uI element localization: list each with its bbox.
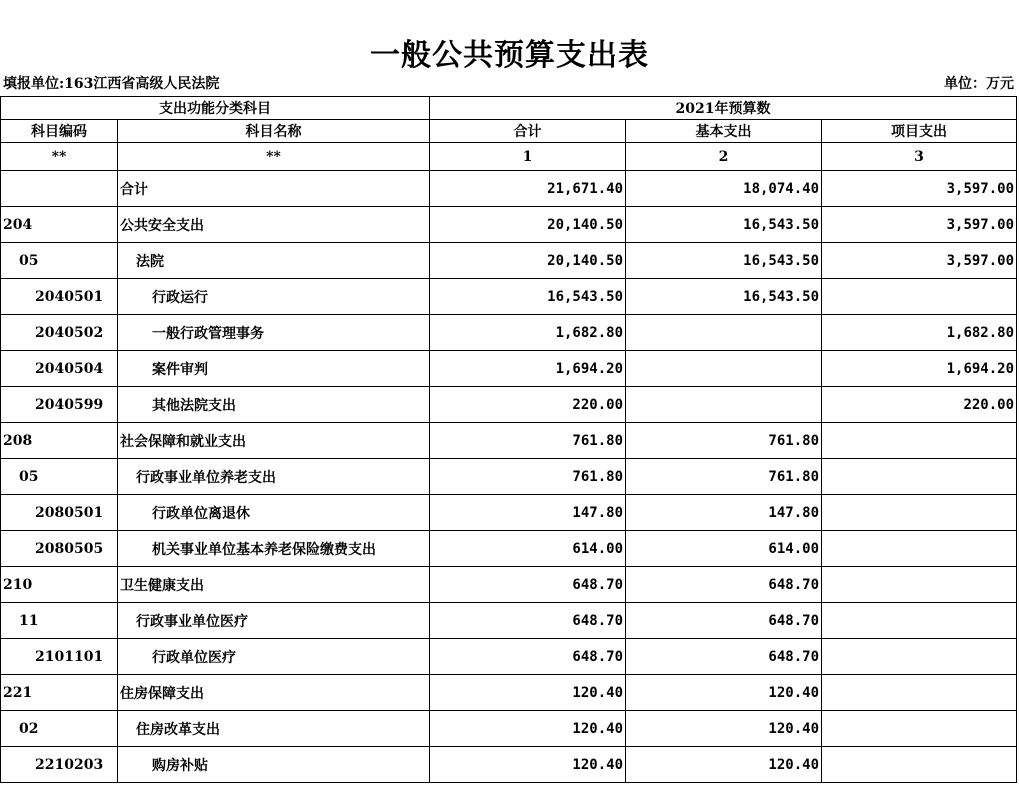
- row-name: 行政事业单位医疗: [118, 603, 430, 639]
- row-total: 761.80: [430, 459, 626, 495]
- row-project: [822, 675, 1017, 711]
- row-total: 220.00: [430, 387, 626, 423]
- row-code: 2080501: [1, 495, 118, 531]
- filing-unit-label: 填报单位:163江西省高级人民法院: [3, 76, 220, 92]
- table-row: [1, 315, 1017, 351]
- index-code: **: [1, 143, 118, 171]
- table-row: [1, 279, 1017, 315]
- table-row: [1, 423, 1017, 459]
- row-project: [822, 495, 1017, 531]
- row-code: 02: [1, 711, 118, 747]
- row-total: 1,682.80: [430, 315, 626, 351]
- row-project: 1,694.20: [822, 351, 1017, 387]
- table-row: [1, 207, 1017, 243]
- row-total: 648.70: [430, 567, 626, 603]
- row-basic: 120.40: [626, 747, 822, 783]
- row-basic: 761.80: [626, 423, 822, 459]
- row-total: 1,694.20: [430, 351, 626, 387]
- row-basic: 147.80: [626, 495, 822, 531]
- row-basic: 614.00: [626, 531, 822, 567]
- row-basic: 18,074.40: [626, 171, 822, 207]
- index-name: **: [118, 143, 430, 171]
- row-code: 2101101: [1, 639, 118, 675]
- row-project: 1,682.80: [822, 315, 1017, 351]
- budget-table: [0, 96, 1017, 783]
- table-row: [1, 603, 1017, 639]
- index-basic: 2: [626, 143, 822, 171]
- row-total: 21,671.40: [430, 171, 626, 207]
- row-basic: [626, 351, 822, 387]
- row-basic: 761.80: [626, 459, 822, 495]
- row-name: 一般行政管理事务: [118, 315, 430, 351]
- row-total: 120.40: [430, 675, 626, 711]
- row-name: 法院: [118, 243, 430, 279]
- row-name: 合计: [118, 171, 430, 207]
- row-code: 2040504: [1, 351, 118, 387]
- row-project: 220.00: [822, 387, 1017, 423]
- index-total: 1: [430, 143, 626, 171]
- header-name: 科目名称: [118, 120, 430, 143]
- row-code: 210: [1, 567, 118, 603]
- row-total: 761.80: [430, 423, 626, 459]
- table-row: [1, 639, 1017, 675]
- table-row: [1, 351, 1017, 387]
- row-project: [822, 567, 1017, 603]
- row-name: 住房保障支出: [118, 675, 430, 711]
- row-total: 120.40: [430, 711, 626, 747]
- row-basic: 648.70: [626, 567, 822, 603]
- row-project: 3,597.00: [822, 171, 1017, 207]
- row-name: 卫生健康支出: [118, 567, 430, 603]
- table-row: [1, 711, 1017, 747]
- row-project: [822, 747, 1017, 783]
- row-basic: 120.40: [626, 675, 822, 711]
- row-total: 20,140.50: [430, 207, 626, 243]
- index-project: 3: [822, 143, 1017, 171]
- row-basic: 16,543.50: [626, 279, 822, 315]
- row-code: 204: [1, 207, 118, 243]
- table-row: [1, 387, 1017, 423]
- header-code: 科目编码: [1, 120, 118, 143]
- row-total: 614.00: [430, 531, 626, 567]
- row-name: 案件审判: [118, 351, 430, 387]
- table-row: [1, 459, 1017, 495]
- row-name: 行政单位离退休: [118, 495, 430, 531]
- table-row: [1, 495, 1017, 531]
- row-code: 05: [1, 243, 118, 279]
- row-code: 2040502: [1, 315, 118, 351]
- row-code: [1, 171, 118, 207]
- row-total: 648.70: [430, 639, 626, 675]
- row-project: [822, 603, 1017, 639]
- row-name: 购房补贴: [118, 747, 430, 783]
- row-name: 行政事业单位养老支出: [118, 459, 430, 495]
- table-header: [1, 97, 1017, 171]
- row-total: 20,140.50: [430, 243, 626, 279]
- table-row: [1, 675, 1017, 711]
- row-code: 221: [1, 675, 118, 711]
- table-row: [1, 567, 1017, 603]
- row-project: [822, 423, 1017, 459]
- table-row: [1, 747, 1017, 783]
- header-basic: 基本支出: [626, 120, 822, 143]
- row-code: 208: [1, 423, 118, 459]
- row-basic: [626, 315, 822, 351]
- row-project: [822, 459, 1017, 495]
- row-project: [822, 279, 1017, 315]
- table-body: [1, 171, 1017, 783]
- row-code: 05: [1, 459, 118, 495]
- row-project: 3,597.00: [822, 243, 1017, 279]
- row-basic: 16,543.50: [626, 243, 822, 279]
- row-project: 3,597.00: [822, 207, 1017, 243]
- row-code: 11: [1, 603, 118, 639]
- row-name: 住房改革支出: [118, 711, 430, 747]
- row-total: 648.70: [430, 603, 626, 639]
- row-name: 行政运行: [118, 279, 430, 315]
- row-name: 其他法院支出: [118, 387, 430, 423]
- row-basic: [626, 387, 822, 423]
- row-basic: 648.70: [626, 603, 822, 639]
- header-index-row: [1, 143, 1017, 171]
- table-row: [1, 171, 1017, 207]
- row-total: 120.40: [430, 747, 626, 783]
- row-basic: 648.70: [626, 639, 822, 675]
- header-column-row: [1, 120, 1017, 143]
- table-row: [1, 531, 1017, 567]
- row-total: 16,543.50: [430, 279, 626, 315]
- row-total: 147.80: [430, 495, 626, 531]
- currency-unit-label: 单位：万元: [944, 76, 1014, 92]
- row-name: 行政单位医疗: [118, 639, 430, 675]
- row-name: 公共安全支出: [118, 207, 430, 243]
- row-project: [822, 639, 1017, 675]
- header-group-row: [1, 97, 1017, 120]
- row-code: 2080505: [1, 531, 118, 567]
- header-total: 合计: [430, 120, 626, 143]
- row-name: 社会保障和就业支出: [118, 423, 430, 459]
- row-basic: 16,543.50: [626, 207, 822, 243]
- header-budget-year: 2021年预算数: [430, 97, 1017, 120]
- table-row: [1, 243, 1017, 279]
- row-code: 2210203: [1, 747, 118, 783]
- row-code: 2040599: [1, 387, 118, 423]
- header-function-category: 支出功能分类科目: [1, 97, 430, 120]
- page-title: 一般公共预算支出表: [370, 38, 649, 73]
- row-name: 机关事业单位基本养老保险缴费支出: [118, 531, 430, 567]
- row-project: [822, 711, 1017, 747]
- row-code: 2040501: [1, 279, 118, 315]
- row-basic: 120.40: [626, 711, 822, 747]
- header-project: 项目支出: [822, 120, 1017, 143]
- row-project: [822, 531, 1017, 567]
